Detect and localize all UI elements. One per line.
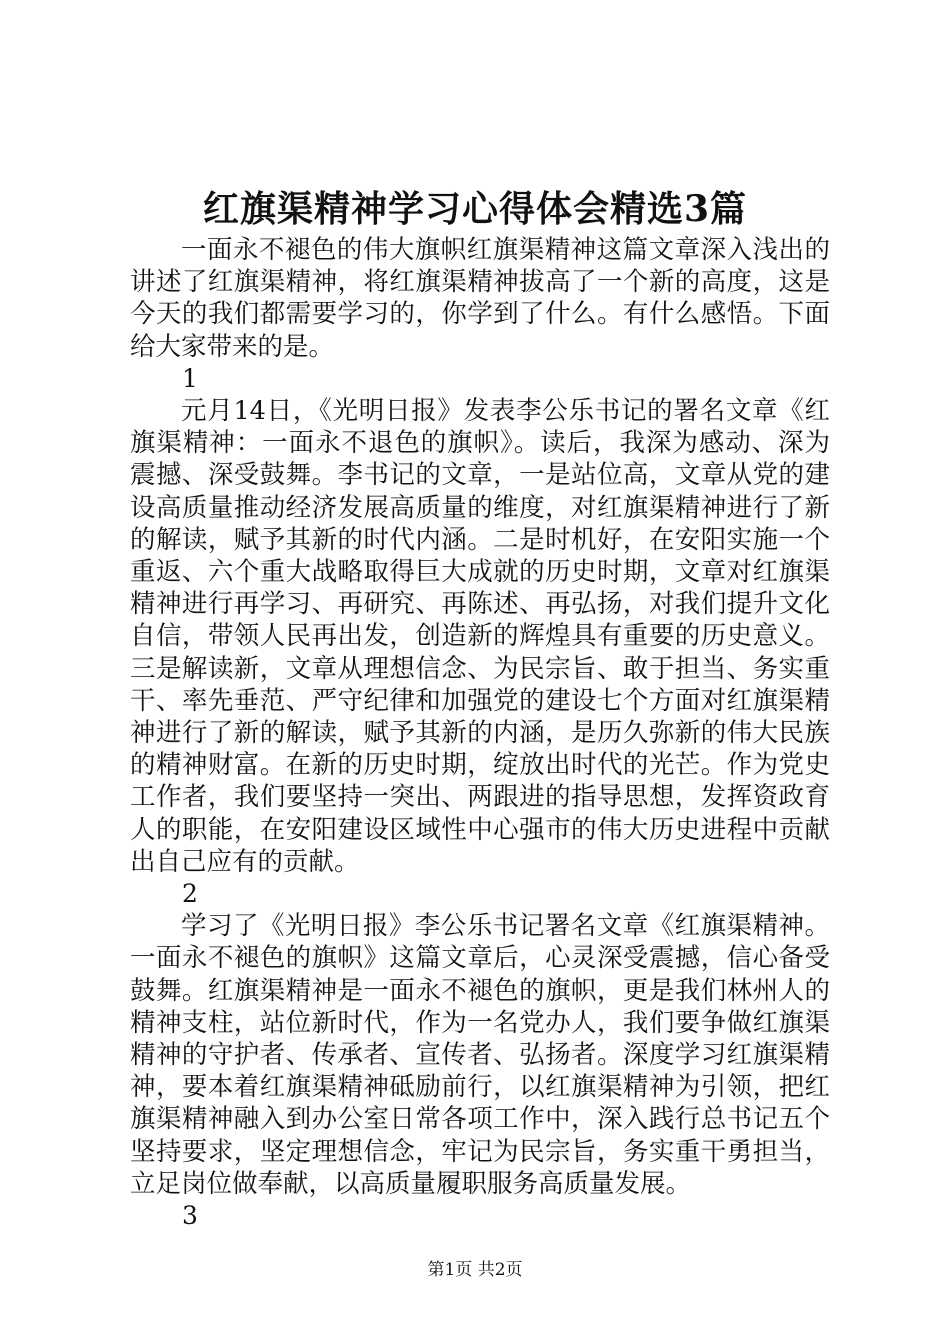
intro-paragraph: 一面永不褪色的伟大旗帜红旗渠精神这篇文章深入浅出的讲述了红旗渠精神，将红旗渠精神拔高了一个新的高度，这是今天的我们都需要学习的，你学到了什么。有什么感悟。下面给大家带来的是。 <box>130 235 830 362</box>
section-number-1: 1 <box>182 363 198 393</box>
section-paragraph-1: 元月14日，《光明日报》发表李公乐书记的署名文章《红旗渠精神：一面永不退色的旗帜》。读后，我深为感动、深为震撼、深受鼓舞。李书记的文章，一是站位高，文章从党的建设高质量推动经济发展高质量的维度，对红旗渠精神进行了新的解读，赋予其新的时代内涵。二是时机好，在安阳实施一个重返、六个重大战略取得巨大成就的历史时期，文章对红旗渠精神进行再学习、再研究、再陈述、再弘扬，对我们提升文化自信，带领人民再出发，创造新的辉煌具有重要的历史意义。三是解读新，文章从理想信念、为民宗旨、敢于担当、务实重干、率先垂范、严守纪律和加强党的建设七个方面对红旗渠精神进行了新的解读，赋予其新的内涵，是历久弥新的伟大民族的精神财富。在新的历史时期，绽放出时代的光芒。作为党史工作者，我们要坚持一突出、两跟进的指导思想，发挥资政育人的职能，在安阳建设区域性中心强市的伟大历史进程中贡献出自己应有的贡献。 <box>130 396 830 877</box>
section-paragraph-2: 学习了《光明日报》李公乐书记署名文章《红旗渠精神。一面永不褪色的旗帜》这篇文章后，心灵深受震撼，信心备受鼓舞。红旗渠精神是一面永不褪色的旗帜，更是我们林州人的精神支柱，站位新时代，作为一名党办人，我们要争做红旗渠精神的守护者、传承者、宣传者、弘扬者。深度学习红旗渠精神，要本着红旗渠精神砥励前行，以红旗渠精神为引领，把红旗渠精神融入到办公室日常各项工作中，深入践行总书记五个坚持要求，坚定理想信念，牢记为民宗旨，务实重干勇担当，立足岗位做奉献，以高质量履职服务高质量发展。 <box>130 911 830 1199</box>
document-body <box>130 234 830 1232</box>
page-footer: 第1页 共2页 <box>427 1260 523 1280</box>
section-number-2: 2 <box>182 879 198 909</box>
document-title: 红旗渠精神学习心得体会精选3篇 <box>202 188 748 230</box>
section-number-3: 3 <box>182 1201 198 1231</box>
